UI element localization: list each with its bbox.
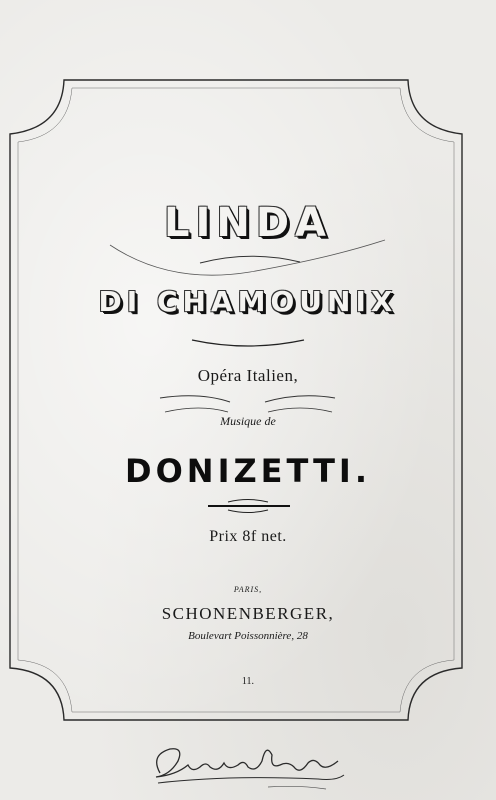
price: Prix 8f net.: [209, 528, 287, 545]
composer-name: DONIZETTI.: [125, 452, 371, 490]
imprint-address: Boulevart Poissonnière, 28: [188, 630, 308, 642]
imprint-city: PARIS,: [233, 585, 263, 594]
imprint-publisher: SCHONENBERGER,: [161, 604, 335, 623]
plate-mark: 11.: [241, 676, 255, 687]
title-line-2: DI CHAMOUNIX: [98, 285, 398, 318]
musique-de-label: Musique de: [220, 414, 276, 428]
title-line-1: LINDA: [163, 200, 332, 246]
subtitle: Opéra Italien,: [197, 366, 299, 385]
handwritten-signature: [148, 735, 348, 795]
